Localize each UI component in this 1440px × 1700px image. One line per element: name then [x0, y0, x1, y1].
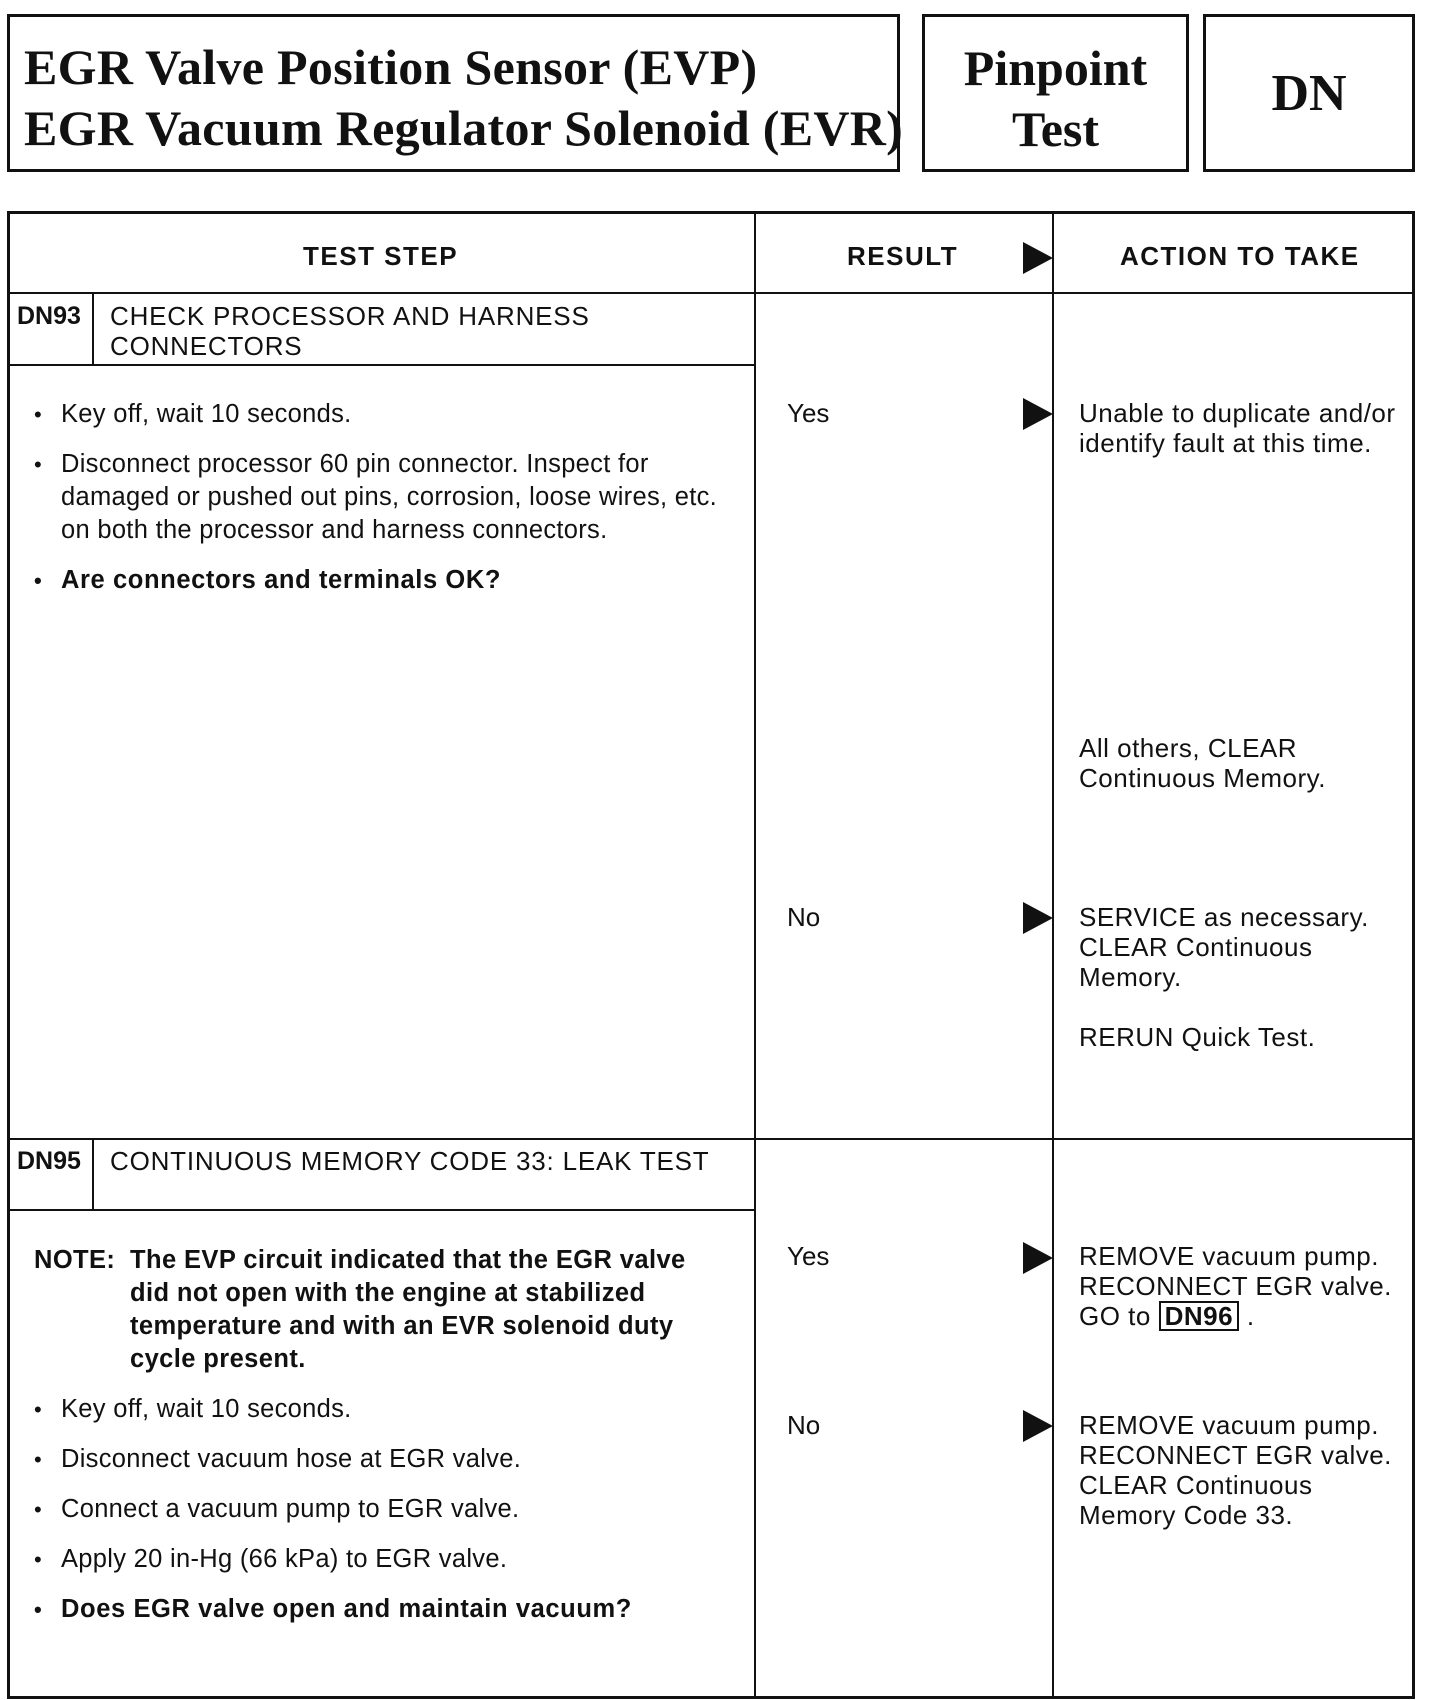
step-reference-dn96[interactable]: DN96: [1159, 1301, 1239, 1331]
column-divider-1: [754, 211, 756, 1699]
instruction-item: • Disconnect vacuum hose at EGR valve.: [34, 1443, 734, 1476]
action-text: Unable to duplicate and/or identify fault at this time.: [1079, 398, 1396, 458]
action-text: RERUN Quick Test.: [1079, 1022, 1316, 1052]
step-id-dn93: DN93: [17, 302, 81, 330]
pinpoint-label: Pinpoint: [963, 40, 1148, 96]
action-no-dn95: [1079, 1410, 1399, 1530]
step-instructions-dn95: [34, 1393, 734, 1643]
column-divider-2: [1052, 211, 1054, 1699]
arrow-icon: [1023, 1410, 1053, 1442]
pinpoint-test-box: [922, 14, 1189, 172]
arrow-icon: [1023, 242, 1053, 274]
action-text: REMOVE vacuum pump. RECONNECT EGR valve. CLEAR Continuous Memory Code 33.: [1079, 1410, 1392, 1530]
step-divider: [7, 1138, 1415, 1140]
action-text: SERVICE as necessary. CLEAR Continuous Memory.: [1079, 902, 1369, 992]
action-yes-dn95: [1079, 1241, 1399, 1331]
instruction-item: • Key off, wait 10 seconds.: [34, 398, 734, 431]
result-no-dn95: No: [787, 1410, 821, 1440]
step-title-dn95: CONTINUOUS MEMORY CODE 33: LEAK TEST: [110, 1146, 710, 1176]
step-note-dn95: [34, 1244, 724, 1376]
arrow-icon: [1023, 398, 1053, 430]
instruction-item: • Connect a vacuum pump to EGR valve.: [34, 1493, 734, 1526]
title-line-1: EGR Valve Position Sensor (EVP): [24, 39, 758, 95]
note-label: NOTE:: [34, 1246, 116, 1274]
step-id-dn95: DN95: [17, 1147, 81, 1175]
note-text: The EVP circuit indicated that the EGR valve did not open with the engine at stabilized temperature and with an EVR solenoid duty cycle present.: [130, 1246, 686, 1373]
test-code-box: [1203, 14, 1415, 172]
title-line-2: EGR Vacuum Regulator Solenoid (EVR): [24, 100, 904, 156]
test-code: DN: [1271, 64, 1347, 122]
result-yes-dn95: Yes: [787, 1241, 830, 1271]
action-others-dn93: [1079, 733, 1399, 809]
action-text: REMOVE vacuum pump. RECONNECT EGR valve. GO to: [1079, 1241, 1392, 1331]
arrow-icon: [1023, 1242, 1053, 1274]
column-header-test-step: TEST STEP: [303, 241, 459, 271]
header-divider: [7, 292, 1415, 294]
instruction-item: • Disconnect processor 60 pin connector. Inspect for damaged or pushed out pins, corrosion, loose wires, etc. on both the processor and harness connectors.: [34, 448, 734, 547]
dn93-id-divider: [92, 292, 94, 365]
instruction-item: • Apply 20 in-Hg (66 kPa) to EGR valve.: [34, 1543, 734, 1576]
step-question-dn95: • Does EGR valve open and maintain vacuum?: [34, 1593, 734, 1626]
dn93-title-underline: [7, 364, 755, 366]
dn95-id-divider: [92, 1138, 94, 1211]
instruction-item: • Key off, wait 10 seconds.: [34, 1393, 734, 1426]
step-instructions-dn93: [34, 398, 734, 614]
test-label: Test: [1011, 101, 1100, 157]
step-title-dn93: CHECK PROCESSOR AND HARNESS CONNECTORS: [110, 301, 590, 361]
arrow-icon: [1023, 902, 1053, 934]
action-yes-dn93: [1079, 398, 1399, 474]
action-text-end: .: [1246, 1301, 1255, 1331]
action-no-dn93: [1079, 902, 1399, 1068]
result-no-dn93: No: [787, 902, 821, 932]
action-text: All others, CLEAR Continuous Memory.: [1079, 733, 1326, 793]
step-question-dn93: • Are connectors and terminals OK?: [34, 564, 734, 597]
column-header-action: ACTION TO TAKE: [1120, 241, 1360, 271]
result-yes-dn93: Yes: [787, 398, 830, 428]
dn95-title-underline: [7, 1209, 755, 1211]
title-box: [7, 14, 904, 172]
column-header-result: RESULT: [847, 241, 959, 271]
